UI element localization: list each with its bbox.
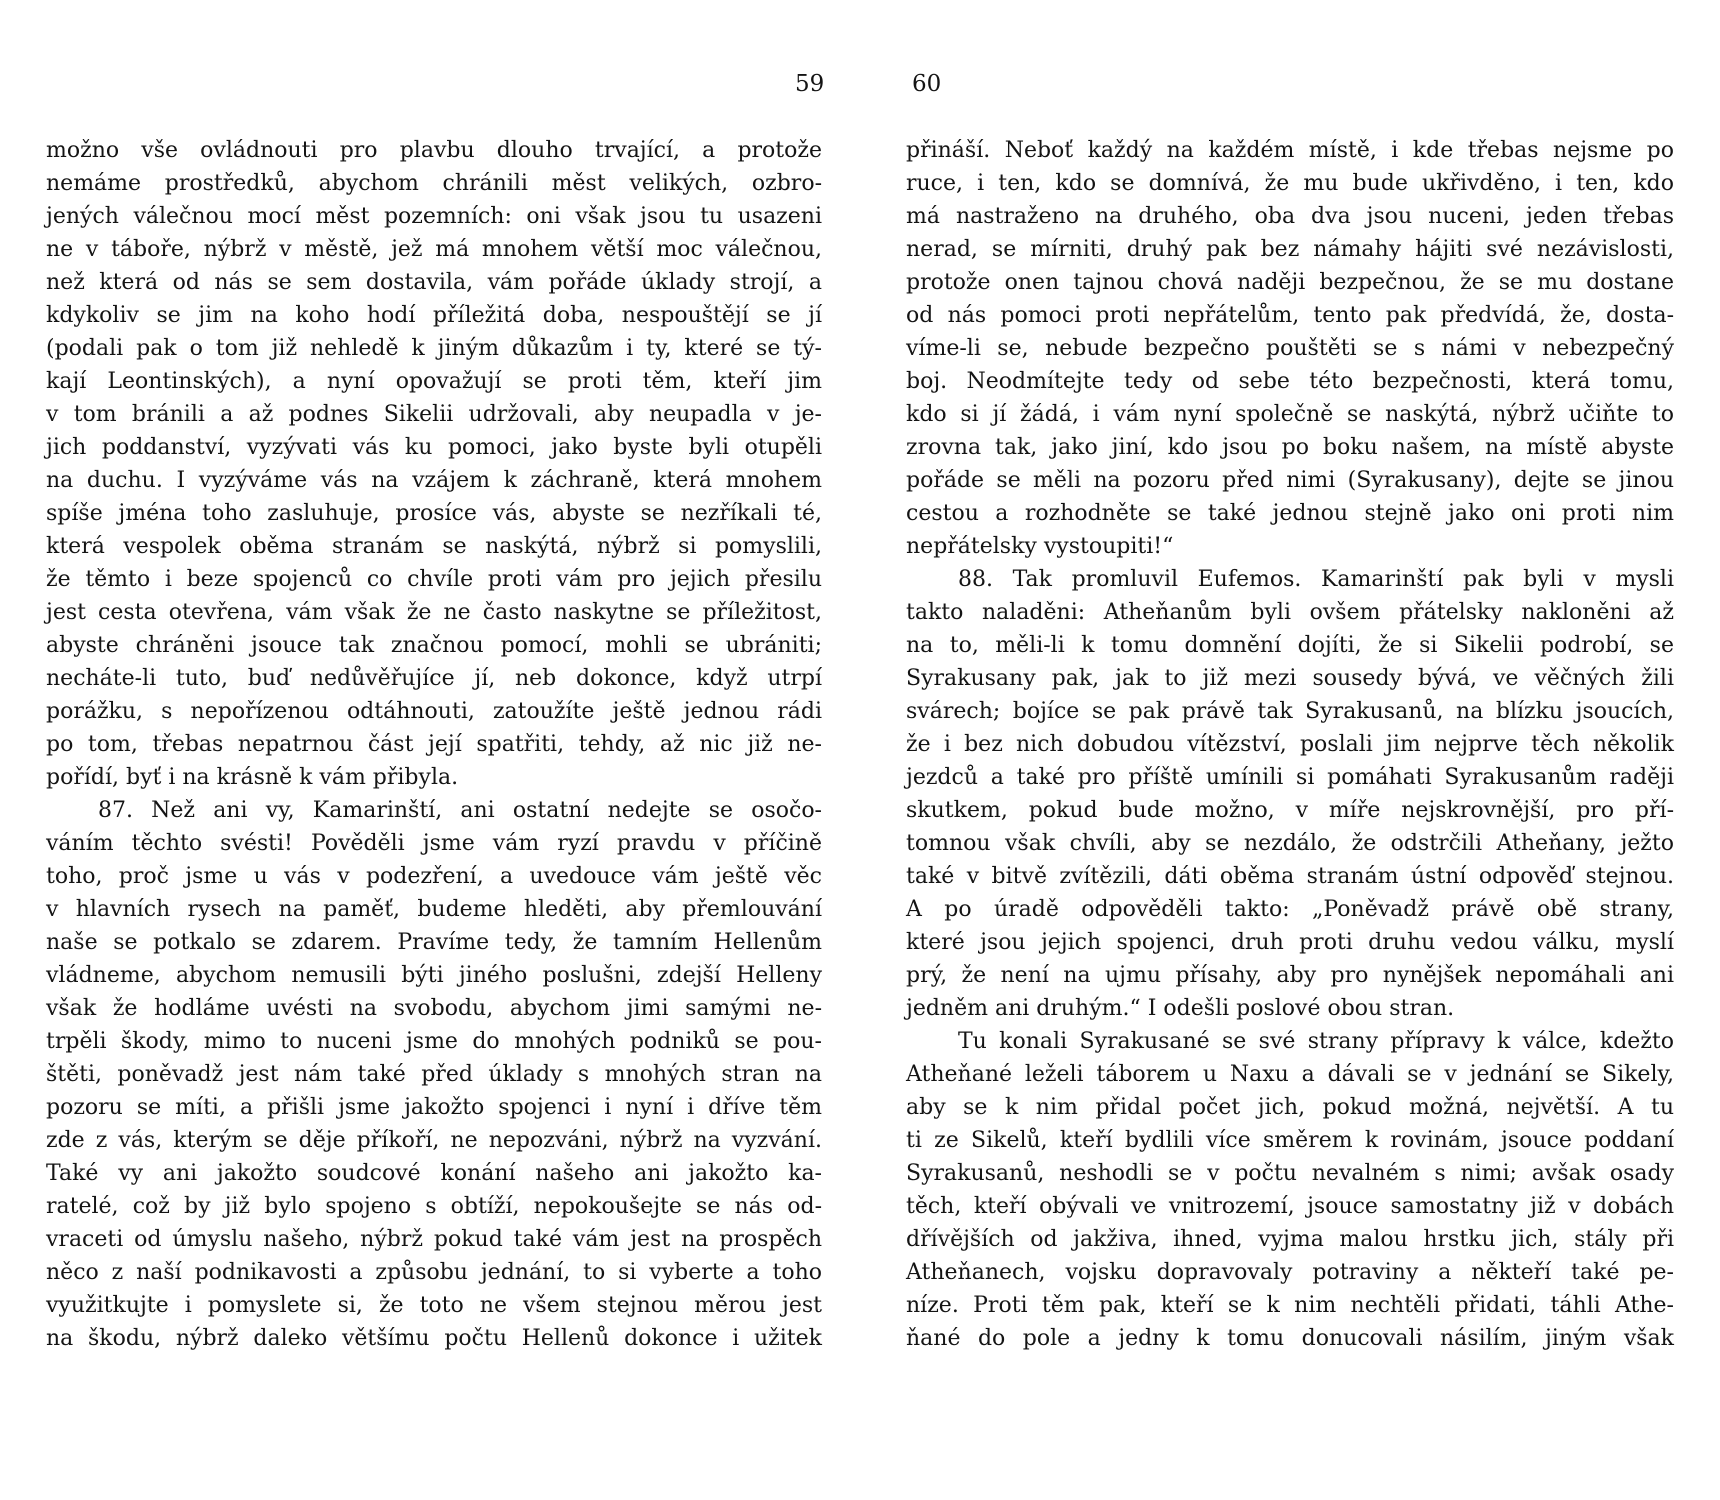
text-line: nemáme prostředků, abychom chránili měst velikých, ozbro- [46,171,822,196]
text-line: na škodu, nýbrž daleko většímu počtu Hellenů dokonce i užitek [46,1326,822,1351]
text-line: vraceti od úmyslu našeho, nýbrž pokud také vám jest na prospěch [46,1227,822,1252]
text-line: od nás pomoci proti nepřátelům, tento pak předvídá, že, dosta- [906,303,1674,328]
text-line: Atheňané leželi táborem u Naxu a dávali se v jednání se Sikely, [906,1062,1674,1087]
text-line: ti ze Sikelů, kteří bydlili více směrem k rovinám, jsouce poddaní [906,1128,1674,1153]
text-line: nerad, se mírniti, druhý pak bez námahy hájiti své nezávislosti, [906,237,1674,262]
text-line: A po úradě odpověděli takto: „Poněvadž právě obě strany, [906,897,1674,922]
body-text [46,134,822,1355]
text-line: pořídí, byť i na krásně k vám přibyla. [46,765,459,790]
text-line: že těmto i beze spojenců co chvíle proti vám pro jejich přesilu [46,567,822,592]
text-line: ruce, i ten, kdo se domnívá, že mu bude ukřivděno, i ten, kdo [906,171,1674,196]
text-line: nepřátelsky vystoupiti!“ [906,534,1174,559]
text-line: na to, měli-li k tomu domnění dojíti, že si Sikelii podrobí, se [906,633,1674,658]
page-number: 60 [912,71,942,97]
text-line: prý, že není na ujmu přísahy, aby pro nynějšek nepomáhali ani [906,963,1674,988]
text-line: Také vy ani jakožto soudcové konání našeho ani jakožto ka- [46,1161,822,1186]
text-line: ne v táboře, nýbrž v městě, jež má mnohem větší moc válečnou, [46,237,822,262]
text-line: přináší. Neboť každý na každém místě, i kde třebas nejsme po [906,138,1674,163]
text-line: tomnou však chvíli, aby se nezdálo, že odstrčili Atheňany, ježto [906,831,1674,856]
text-line: má nastraženo na druhého, oba dva jsou nuceni, jeden třebas [906,204,1674,229]
text-line: ňané do pole a jedny k tomu donucovali násilím, jiným však [906,1326,1674,1351]
text-line: aby se k nim přidal počet jich, pokud možná, největší. A tu [906,1095,1674,1120]
text-line: jených válečnou mocí měst pozemních: oni však jsou tu usazeni [46,204,822,229]
text-line: ratelé, což by již bylo spojeno s obtíží, nepokoušejte se nás od- [46,1194,822,1219]
text-line: takto naladěni: Atheňanům byli ovšem přátelsky nakloněni až [906,600,1674,625]
text-line: pořáde se měli na pozoru před nimi (Syrakusany), dejte se jinou [906,468,1674,493]
right-page [880,0,1700,1500]
text-line: než která od nás se sem dostavila, vám pořáde úklady strojí, a [46,270,822,295]
text-line: porážku, s nepořízenou odtáhnouti, zatoužíte ještě jednou rádi [46,699,822,724]
text-line: vládneme, abychom nemusili býti jiného poslušni, zdejší Helleny [46,963,822,988]
text-line: jedněm ani druhým.“ I odešli poslové obou stran. [906,996,1455,1021]
text-line: Syrakusany pak, jak to již mezi sousedy bývá, ve věčných žili [906,666,1674,691]
text-line: víme-li se, nebude bezpečno pouštěti se s námi v nebezpečný [906,336,1674,361]
text-line: spíše jména toho zasluhuje, prosíce vás, abyste se nezříkali té, [46,501,822,526]
text-line: v tom bránili a až podnes Sikelii udržovali, aby neupadla v je- [46,402,822,427]
left-page [0,0,825,1500]
text-line: také v bitvě zvítězili, dáti oběma stranám ústní odpověď stejnou. [906,864,1674,889]
text-line: která vespolek oběma stranám se naskýtá, nýbrž si pomyslili, [46,534,822,559]
text-line: na duchu. I vyzýváme vás na vzájem k záchraně, která mnohem [46,468,822,493]
text-line: že i bez nich dobudou vítězství, poslali jim nejprve těch několik [906,732,1674,757]
text-line: jezdců a také pro příště umínili si pomáhati Syrakusanům raději [906,765,1674,790]
text-line: zrovna tak, jako jiní, kdo jsou po boku našem, na místě abyste [906,435,1674,460]
text-line: 87. Než ani vy, Kamarinští, ani ostatní nedejte se osočo- [98,798,822,823]
text-line: protože onen tajnou chová naději bezpečnou, že se mu dostane [906,270,1674,295]
text-line: cestou a rozhodněte se také jednou stejně jako oni proti nim [906,501,1674,526]
text-line: něco z naší podnikavosti a způsobu jednání, to si vyberte a toho [46,1260,822,1285]
text-line: svárech; bojíce se pak právě tak Syrakusanů, na blízku jsoucích, [906,699,1674,724]
text-line: dřívějších od jakživa, ihned, vyjma malou hrstku jich, stály při [906,1227,1674,1252]
text-line: jich poddanství, vyzývati vás ku pomoci, jako byste byli otupěli [46,435,822,460]
text-line: 88. Tak promluvil Eufemos. Kamarinští pak byli v mysli [958,567,1674,592]
text-line: kají Leontinských), a nyní opovažují se proti těm, kteří jim [46,369,822,394]
text-line: zde z vás, kterým se děje příkoří, ne nepozváni, nýbrž na vyzvání. [46,1128,822,1153]
text-line: jest cesta otevřena, vám však že ne často naskytne se příležitost, [46,600,822,625]
text-line: možno vše ovládnouti pro plavbu dlouho trvající, a protože [46,138,822,163]
text-line: v hlavních rysech na paměť, budeme hleděti, aby přemlouvání [46,897,822,922]
text-line: naše se potkalo se zdarem. Pravíme tedy, že tamním Hellenům [46,930,822,955]
text-line: trpěli škody, mimo to nuceni jsme do mnohých podniků se pou- [46,1029,822,1054]
text-line: pozoru se míti, a přišli jsme jakožto spojenci i nyní i dříve těm [46,1095,822,1120]
text-line: Syrakusanů, neshodli se v počtu nevalném s nimi; avšak osady [906,1161,1674,1186]
text-line: těch, kteří obývali ve vnitrozemí, jsouce samostatny již v dobách [906,1194,1674,1219]
text-line: štěti, poněvadž jest nám také před úklady s mnohých stran na [46,1062,822,1087]
text-line: váním těchto svésti! Pověděli jsme vám ryzí pravdu v příčině [46,831,822,856]
text-line: Tu konali Syrakusané se své strany přípravy k válce, kdežto [958,1029,1674,1054]
text-line: skutkem, pokud bude možno, v míře nejskrovnější, pro pří- [906,798,1674,823]
text-line: využitkujte i pomyslete si, že toto ne všem stejnou měrou jest [46,1293,822,1318]
text-line: níze. Proti těm pak, kteří se k nim nechtěli přidati, táhli Athe- [906,1293,1674,1318]
text-line: abyste chráněni jsouce tak značnou pomocí, mohli se ubrániti; [46,633,822,658]
text-line: kdo si jí žádá, i vám nyní společně se naskýtá, nýbrž učiňte to [906,402,1674,427]
text-line: necháte-li tuto, buď nedůvěřujíce jí, neb dokonce, když utrpí [46,666,822,691]
text-line: které jsou jejich spojenci, druh proti druhu vedou válku, myslí [906,930,1674,955]
text-line: boj. Neodmítejte tedy od sebe této bezpečnosti, která tomu, [906,369,1674,394]
text-line: Atheňanech, vojsku dopravovaly potraviny a někteří také pe- [906,1260,1674,1285]
text-line: však že hodláme uvésti na svobodu, abychom jimi samými ne- [46,996,822,1021]
text-line: toho, proč jsme u vás v podezření, a uvedouce vám ještě věc [46,864,822,889]
body-text [906,134,1674,1355]
text-line: (podali pak o tom již nehledě k jiným důkazům i ty, které se tý- [46,336,822,361]
text-line: po tom, třebas nepatrnou část její spatřiti, tehdy, až nic již ne- [46,732,822,757]
text-line: kdykoliv se jim na koho hodí příležitá doba, nespouštějí se jí [46,303,822,328]
page-number: 59 [795,71,825,97]
